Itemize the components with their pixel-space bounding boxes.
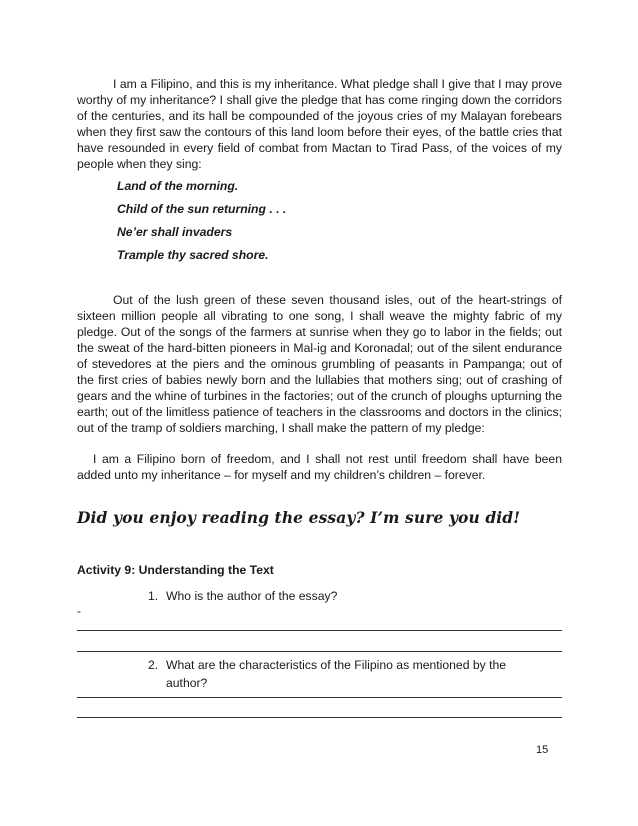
poem-stanza — [117, 178, 286, 270]
poem-line: Child of the sun returning . . . — [117, 202, 287, 216]
answer-line[interactable] — [77, 630, 562, 631]
page-number: 15 — [536, 744, 549, 756]
answer-line[interactable] — [77, 717, 562, 718]
answer-marker: - — [77, 604, 81, 618]
poem-line: Trample thy sacred shore. — [117, 248, 269, 262]
poem-line: Land of the morning. — [117, 179, 239, 193]
question-number: 2. — [148, 658, 159, 672]
question-2 — [148, 656, 548, 692]
question-number: 1. — [148, 589, 159, 603]
paragraph-pledge: Out of the lush green of these seven thousand isles, out of the heart-strings of sixteen million people all vibrating to one song, I shall weave the mighty fabric of my pledge. Out of the songs of the farmers at sunrise when they go to labor in the fields; out the sweat of the hard-bitten pioneers in Mal-ig and Koronadal; out of the silent endurance of stevedores at the piers and the ominous grumbling of peasants in Pampanga; out of the first cries of babies newly born and the lullabies that mothers sing; out of crashing of gears and the whine of turbines in the factories; out of the crunch of ploughs upturning the earth; out of the limitless patience of teachers in the classrooms and doctors in the clinics; out of the tramp of soldiers marching, I shall make the pattern of my pledge: — [77, 293, 562, 435]
answer-line[interactable] — [77, 651, 562, 652]
question-text: Who is the author of the essay? — [166, 589, 338, 603]
answer-line[interactable] — [77, 697, 562, 698]
paragraph-freedom: I am a Filipino born of freedom, and I shall not rest until freedom shall have been added unto my inheritance – for myself and my children’s children – forever. — [77, 452, 562, 482]
question-text: What are the characteristics of the Filipino as mentioned by the — [166, 658, 507, 672]
paragraph-inheritance: I am a Filipino, and this is my inheritance. What pledge shall I give that I may prove worthy of my inheritance? I shall give the pledge that has come ringing down the corridors of the centuries, and its hall be compounded of the joyous cries of my Malayan forebears when they first saw the contours of this land loom before their eyes, of the battle cries that have resounded in every field of combat from Mactan to Tirad Pass, of the voices of my people when they sing: — [77, 77, 562, 171]
poem-line: Ne’er shall invaders — [117, 225, 233, 239]
reading-prompt: Did you enjoy reading the essay? I’m sure you did! — [77, 508, 521, 527]
question-continuation: author? — [166, 676, 208, 690]
question-1 — [148, 587, 548, 605]
activity-heading: Activity 9: Understanding the Text — [77, 563, 274, 577]
